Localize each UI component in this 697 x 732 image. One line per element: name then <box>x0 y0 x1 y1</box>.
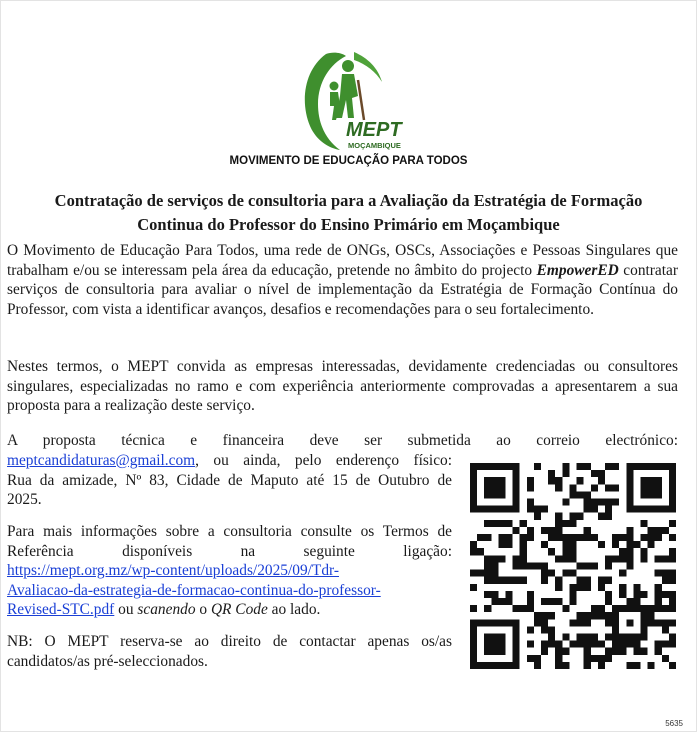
paragraph-more-info <box>7 522 452 620</box>
tdr-link-part-1[interactable]: https://mept.org.mz/wp-content/uploads/2025/09/Tdr- <box>7 562 339 580</box>
intro-text-2: contratar serviços de consultoria para avaliar o nível de implementação da Estratégia de Formação Contínua do Professor, com vista a identificar avanços, desafios e recomendações para o seu fortalecimento. <box>7 261 678 318</box>
paragraph-submission <box>7 451 452 510</box>
submission-line-2 <box>7 451 452 471</box>
info-scanning: scanendo <box>137 601 196 619</box>
paragraph-intro <box>7 241 678 319</box>
submission-line-4: 2025. <box>7 491 42 509</box>
title-line-2: Continua do Professor do Ensino Primário em Moçambique <box>137 215 560 234</box>
info-url-line-2 <box>7 581 452 601</box>
note-line-2: candidatos/as pré-seleccionados. <box>7 652 208 670</box>
submission-line-1: A proposta técnica e financeira deve ser submetida ao correio electrónico: <box>7 432 678 449</box>
info-or: ou <box>114 601 138 619</box>
info-end: ao lado. <box>267 601 321 619</box>
organization-name: MOVIMENTO DE EDUCAÇÃO PARA TODOS <box>229 155 468 167</box>
announcement-title <box>20 189 677 237</box>
paragraph-note <box>7 632 452 671</box>
submission-after-email: , ou ainda, pelo enderenço físico: <box>195 452 452 469</box>
mept-logo-icon <box>296 40 402 158</box>
qr-code-icon[interactable] <box>470 463 676 669</box>
intro-text-1: O Movimento de Educação Para Todos, uma rede de ONGs, OSCs, Associações e Pessoas Singulares que trabalham e/ou se interessam pela área da educação, pretende no âmbito do projecto <box>7 242 678 279</box>
logo-country-text: MOÇAMBIQUE <box>348 141 401 150</box>
project-name: EmpowerED <box>536 261 619 279</box>
info-line-1: Para mais informações sobre a consultoria consulte os Termos de <box>7 523 452 540</box>
info-the: o <box>195 601 211 619</box>
info-line-2: Referência disponíveis na seguinte ligação: <box>7 542 452 560</box>
note-line-1: NB: O MEPT reserva-se ao direito de contactar apenas os/as <box>7 633 452 650</box>
tdr-link-part-2[interactable]: Avaliacao-da-estrategia-de-formacao-continua-do-professor- <box>7 581 381 599</box>
email-link[interactable]: meptcandidaturas@gmail.com <box>7 452 196 469</box>
tdr-link-part-3[interactable]: Revised-STC.pdf <box>7 601 115 619</box>
logo-brand-text: MEPT <box>346 119 402 141</box>
paragraph-invitation: Nestes termos, o MEPT convida as empresas interessadas, devidamente credenciadas ou consultores singulares, especializadas no ramo e com experiência anteriormente comprovadas a apresentarem a sua proposta para a realização deste serviço. <box>7 358 678 415</box>
title-line-1: Contratação de serviços de consultoria para a Avaliação da Estratégia de Formação <box>54 191 643 210</box>
info-url-line-1 <box>7 561 452 581</box>
page-number: 5635 <box>665 719 683 728</box>
info-qr-label: QR Code <box>210 601 268 619</box>
submission-line-3: Rua da amizade, Nº 83, Cidade de Maputo até 15 de Outubro de <box>7 471 452 489</box>
info-url-line-3 <box>7 600 452 620</box>
